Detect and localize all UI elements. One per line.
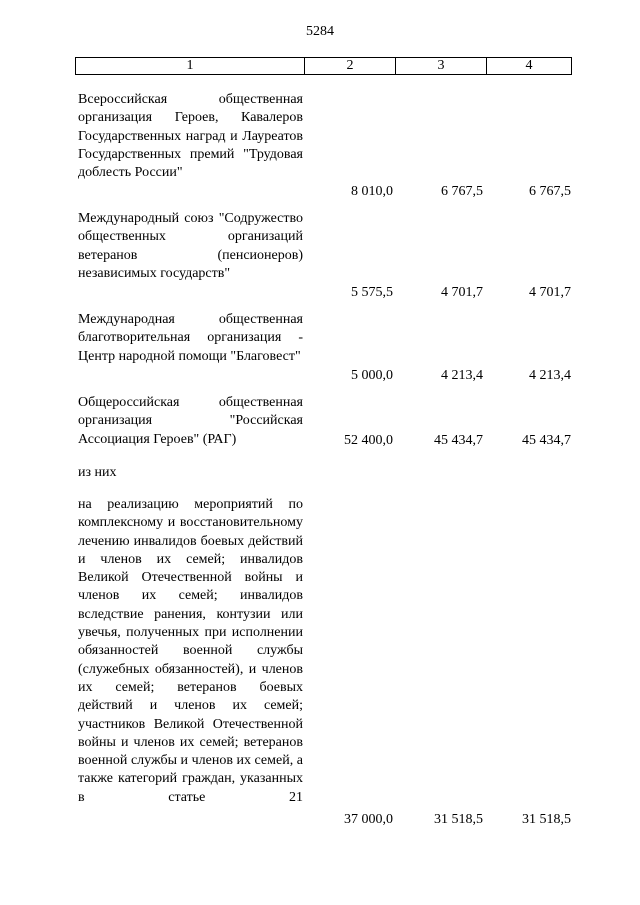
table-header bbox=[75, 57, 572, 75]
row-value-col3: 6 767,5 bbox=[441, 183, 483, 199]
row-value-col3: 45 434,7 bbox=[434, 432, 483, 448]
row-name: Международная общественная благотворительная организация - Центр народной помощи "Благовест" bbox=[78, 312, 303, 364]
page-number: 5284 bbox=[306, 24, 334, 39]
row-value-col3: 4 213,4 bbox=[441, 367, 483, 383]
row-value-col4: 45 434,7 bbox=[522, 432, 571, 448]
row-value-col2: 8 010,0 bbox=[351, 183, 393, 199]
row-value-col3: 31 518,5 bbox=[434, 811, 483, 827]
row-value-col2: 5 575,5 bbox=[351, 284, 393, 300]
row-name: из них bbox=[78, 465, 117, 480]
row-value-col4: 31 518,5 bbox=[522, 811, 571, 827]
row-value-col4: 4 213,4 bbox=[529, 367, 571, 383]
row-value-col2: 5 000,0 bbox=[351, 367, 393, 383]
header-col-2: 2 bbox=[305, 58, 396, 74]
row-value-col4: 4 701,7 bbox=[529, 284, 571, 300]
row-value-col2: 52 400,0 bbox=[344, 432, 393, 448]
table-row bbox=[75, 496, 572, 829]
header-col-4: 4 bbox=[525, 58, 533, 73]
table-row bbox=[75, 311, 572, 385]
row-name: Всероссийская общественная организация Героев, Кавалеров Государственных наград и Лауреатов Государственных премий "Трудовая доблесть России" bbox=[78, 92, 303, 181]
row-name: Международный союз "Содружество общественных организаций ветеранов (пенсионеров) независимых государств" bbox=[78, 211, 303, 281]
table-row bbox=[75, 394, 572, 450]
header-col-3: 3 bbox=[396, 58, 487, 74]
table-row bbox=[75, 464, 572, 484]
row-value-col4: 6 767,5 bbox=[529, 183, 571, 199]
table-row bbox=[75, 91, 572, 201]
table-row bbox=[75, 210, 572, 302]
row-name: Общероссийская общественная организация "Российская Ассоциация Героев" (РАГ) bbox=[78, 395, 303, 447]
row-value-col3: 4 701,7 bbox=[441, 284, 483, 300]
header-col-1: 1 bbox=[76, 58, 305, 74]
row-value-col2: 37 000,0 bbox=[344, 811, 393, 827]
row-name: на реализацию мероприятий по комплексному и восстановительному лечению инвалидов боевых действий и членов их семей; инвалидов Великой Отечественной войны и членов их семей; инвалидов вследствие ранения, контузии или увечья, полученных при исполнении обязанностей военной службы (служебных обязанностей), и членов их семей; ветеранов боевых действий и членов их семей; участников Великой Отечественной войны и членов их семей; ветеранов военной службы и членов их семей, а также категорий граждан, указанных в статье 21 bbox=[78, 497, 303, 805]
